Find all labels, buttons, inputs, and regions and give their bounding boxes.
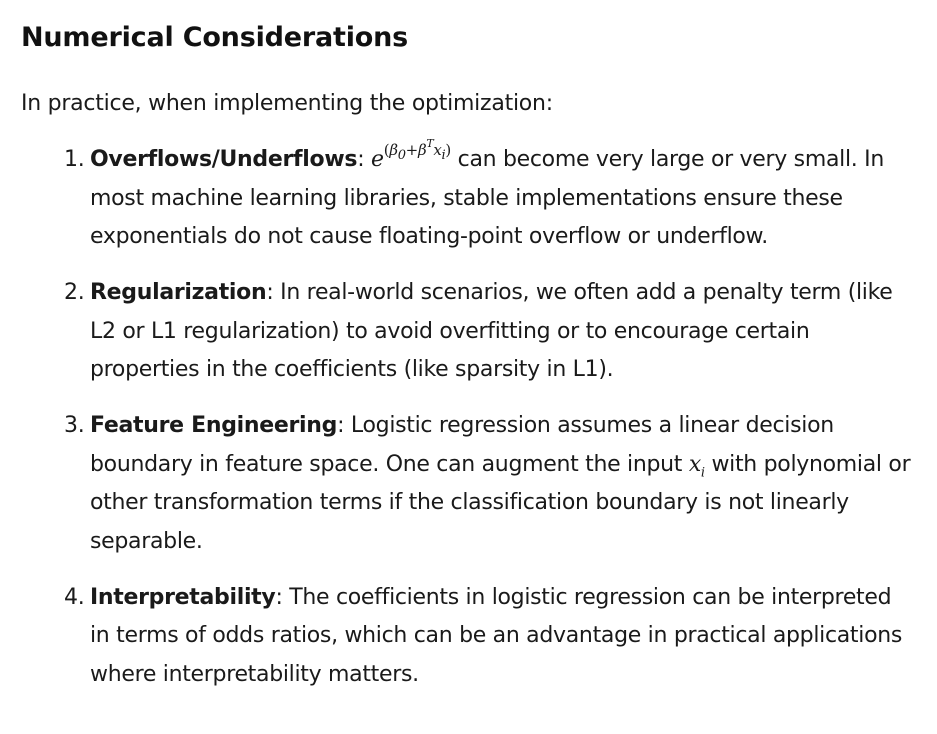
math-close-paren: ) [445,140,451,159]
item-colon: : [337,413,345,438]
math-x-sub: i [441,147,446,163]
math-beta-sub: 0 [397,147,406,163]
item-colon: : [266,280,274,305]
math-x-sub: i [700,464,705,480]
intro-paragraph: In practice, when implementing the optimization: [21,91,553,116]
list-item-regularization [64,274,915,390]
math-beta-transpose: β [417,140,427,159]
item-term: Regularization [90,280,267,305]
list-number: 4. [64,584,85,610]
item-term: Interpretability [90,584,276,610]
math-transpose: T [426,136,434,150]
math-base: e [371,147,384,172]
item-colon: : [357,147,365,172]
list-number: 1. [64,147,85,172]
math-open-paren: ( [383,140,390,159]
math-x: x [688,451,701,477]
item-colon: : [275,584,283,610]
math-plus: + [405,140,418,159]
math-x: x [433,140,442,159]
item-text: can become very large or very small. In most machine learning libraries, stable implementations ensure these exponentials do not cause floating-point overflow or underflow. [90,147,884,249]
list-number: 2. [64,280,85,305]
list-item-feature-engineering [64,407,915,561]
list-item-interpretability [64,579,915,695]
item-text-before: Logistic regression assumes a linear decision boundary in feature space. One can augment the input [90,413,834,477]
math-beta: β [389,140,398,159]
item-text-after: with polynomial or other transformation terms if the classification boundary is not linearly separable. [90,451,911,554]
section-heading: Numerical Considerations [21,22,409,53]
exponential-formula [371,136,451,172]
item-text: The coefficients in logistic regression can be interpreted in terms of odds ratios, which can be an advantage in practical applications where interpretability matters. [90,584,903,687]
item-term: Overflows/Underflows [90,147,358,172]
considerations-list [21,136,915,694]
math-exponent [383,136,451,163]
item-term: Feature Engineering [90,413,338,438]
input-variable [688,451,705,480]
item-text: In real-world scenarios, we often add a penalty term (like L2 or L1 regularization) to avoid overfitting or to encourage certain properties in the coefficients (like sparsity in L1). [90,280,893,382]
list-item-overflows [64,136,915,257]
list-number: 3. [64,413,85,438]
